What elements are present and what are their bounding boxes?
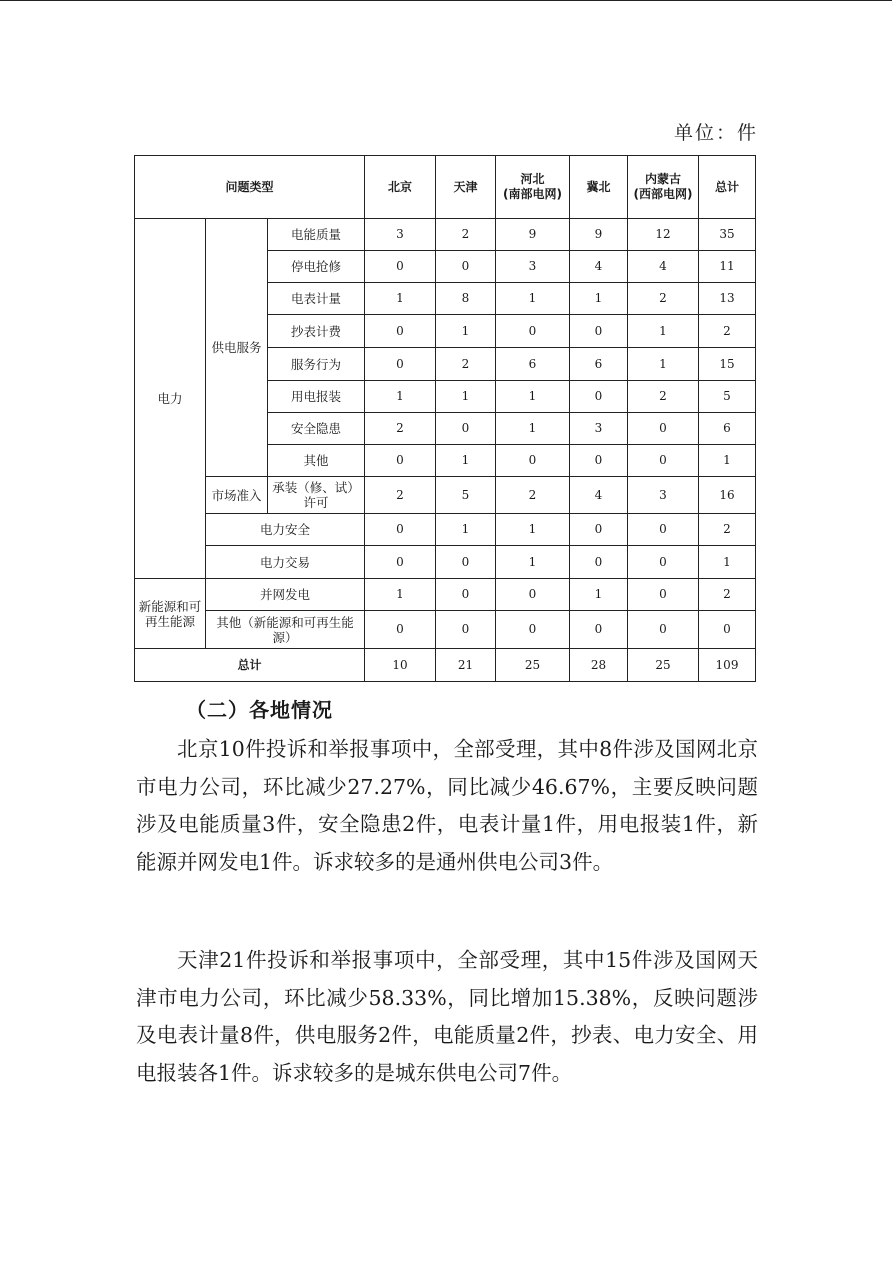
row-label: 电力交易 (206, 546, 365, 579)
cell-value: 1 (436, 445, 496, 477)
cell-value: 1 (436, 381, 496, 413)
row-label (206, 611, 365, 649)
cell-value: 2 (628, 381, 699, 413)
subcategory-supply-service: 供电服务 (206, 219, 268, 477)
cell-value: 0 (436, 579, 496, 611)
paragraph-beijing: 北京10件投诉和举报事项中，全部受理，其中8件涉及国网北京市电力公司，环比减少27.27%，同比减少46.67%，主要反映问题涉及电能质量3件，安全隐患2件，电表计量1件，用电报装1件，新能源并网发电1件。诉求较多的是通州供电公司3件。 (136, 737, 758, 874)
header-neimenggu-line1: 内蒙古 (644, 172, 681, 186)
row-label-line1: 其他（新能源和可再生能 (216, 614, 354, 630)
cell-value: 0 (365, 514, 436, 546)
cell-value: 0 (436, 611, 496, 649)
cell-value: 1 (496, 413, 570, 445)
cell-value: 1 (628, 315, 699, 348)
cell-value: 2 (699, 315, 756, 348)
header-neimenggu (628, 156, 699, 219)
table-header-row (135, 156, 756, 219)
total-value: 21 (436, 649, 496, 682)
cell-value: 1 (496, 546, 570, 579)
cell-value: 2 (436, 348, 496, 381)
subcategory-market-access: 市场准入 (206, 477, 268, 514)
cell-value: 8 (436, 283, 496, 315)
cell-value: 0 (365, 348, 436, 381)
cell-value: 0 (570, 315, 628, 348)
cell-value: 4 (570, 251, 628, 283)
cell-value: 2 (436, 219, 496, 251)
cell-value: 0 (570, 445, 628, 477)
row-label-line2: 源） (272, 629, 298, 645)
table-row (135, 477, 756, 514)
cell-value: 2 (365, 413, 436, 445)
cell-value: 0 (365, 251, 436, 283)
section-heading: （二）各地情况 (186, 698, 333, 722)
cell-value: 1 (496, 381, 570, 413)
category-renewable-line1: 新能源和可 (138, 598, 202, 614)
cell-value: 1 (436, 315, 496, 348)
cell-value: 2 (628, 283, 699, 315)
cell-value: 35 (699, 219, 756, 251)
cell-value: 0 (496, 445, 570, 477)
cell-value: 9 (496, 219, 570, 251)
row-label: 电能质量 (268, 219, 365, 251)
cell-value: 16 (699, 477, 756, 514)
cell-value: 0 (570, 611, 628, 649)
total-value: 25 (628, 649, 699, 682)
cell-value: 3 (628, 477, 699, 514)
cell-value: 1 (570, 283, 628, 315)
total-value: 10 (365, 649, 436, 682)
cell-value: 2 (699, 579, 756, 611)
total-value: 28 (570, 649, 628, 682)
cell-value: 0 (365, 611, 436, 649)
row-label: 并网发电 (206, 579, 365, 611)
cell-value: 2 (699, 514, 756, 546)
row-label: 停电抢修 (268, 251, 365, 283)
cell-value: 2 (365, 477, 436, 514)
cell-value: 0 (365, 445, 436, 477)
cell-value: 0 (496, 315, 570, 348)
row-label: 电表计量 (268, 283, 365, 315)
cell-value: 15 (699, 348, 756, 381)
cell-value: 11 (699, 251, 756, 283)
row-label: 电力安全 (206, 514, 365, 546)
cell-value: 13 (699, 283, 756, 315)
table-total-row (135, 649, 756, 682)
row-label (268, 477, 365, 514)
complaint-statistics-table (134, 155, 756, 682)
cell-value: 1 (365, 579, 436, 611)
cell-value: 0 (699, 611, 756, 649)
cell-value: 0 (628, 611, 699, 649)
cell-value: 1 (570, 579, 628, 611)
row-label: 用电报装 (268, 381, 365, 413)
cell-value: 4 (570, 477, 628, 514)
cell-value: 6 (570, 348, 628, 381)
table-row (135, 514, 756, 546)
cell-value: 0 (628, 514, 699, 546)
cell-value: 1 (628, 348, 699, 381)
row-label-line1: 承装（修、试） (272, 480, 360, 495)
cell-value: 0 (570, 514, 628, 546)
cell-value: 12 (628, 219, 699, 251)
row-label-line2: 许可 (303, 495, 329, 510)
cell-value: 1 (365, 381, 436, 413)
cell-value: 0 (628, 546, 699, 579)
category-power: 电力 (135, 219, 206, 579)
category-renewable-line2: 再生能源 (144, 613, 195, 629)
cell-value: 3 (570, 413, 628, 445)
cell-value: 0 (365, 315, 436, 348)
header-problem-type: 问题类型 (135, 156, 365, 219)
header-hebei (496, 156, 570, 219)
cell-value: 5 (699, 381, 756, 413)
cell-value: 5 (436, 477, 496, 514)
row-label: 安全隐患 (268, 413, 365, 445)
cell-value: 1 (699, 445, 756, 477)
cell-value: 1 (496, 283, 570, 315)
total-value: 25 (496, 649, 570, 682)
header-hebei-line2: (南部电网) (503, 187, 562, 201)
header-beijing: 北京 (365, 156, 436, 219)
table-row (135, 611, 756, 649)
total-value: 109 (699, 649, 756, 682)
cell-value: 6 (496, 348, 570, 381)
category-renewable-energy (135, 579, 206, 649)
table-row (135, 579, 756, 611)
header-neimenggu-line2: (西部电网) (633, 187, 693, 201)
cell-value: 0 (365, 546, 436, 579)
cell-value: 0 (436, 546, 496, 579)
cell-value: 0 (570, 546, 628, 579)
cell-value: 1 (699, 546, 756, 579)
cell-value: 0 (496, 579, 570, 611)
cell-value: 9 (570, 219, 628, 251)
cell-value: 4 (628, 251, 699, 283)
row-label: 其他 (268, 445, 365, 477)
cell-value: 0 (496, 611, 570, 649)
header-total: 总计 (699, 156, 756, 219)
header-tianjin: 天津 (436, 156, 496, 219)
cell-value: 1 (436, 514, 496, 546)
cell-value: 0 (570, 381, 628, 413)
cell-value: 3 (496, 251, 570, 283)
unit-label: 单位：件 (673, 122, 758, 144)
total-label: 总计 (135, 649, 365, 682)
cell-value: 0 (628, 445, 699, 477)
cell-value: 0 (628, 413, 699, 445)
paragraph-tianjin: 天津21件投诉和举报事项中，全部受理，其中15件涉及国网天津市电力公司，环比减少58.33%，同比增加15.38%，反映问题涉及电表计量8件，供电服务2件，电能质量2件，抄表、电力安全、用电报装各1件。诉求较多的是城东供电公司7件。 (136, 948, 758, 1085)
cell-value: 1 (496, 514, 570, 546)
table-row (135, 219, 756, 251)
cell-value: 2 (496, 477, 570, 514)
row-label: 抄表计费 (268, 315, 365, 348)
cell-value: 0 (628, 579, 699, 611)
cell-value: 0 (436, 413, 496, 445)
cell-value: 6 (699, 413, 756, 445)
header-jibei: 冀北 (570, 156, 628, 219)
page-top-border (0, 0, 892, 1)
cell-value: 1 (365, 283, 436, 315)
table-row (135, 546, 756, 579)
cell-value: 3 (365, 219, 436, 251)
cell-value: 0 (436, 251, 496, 283)
row-label: 服务行为 (268, 348, 365, 381)
header-hebei-line1: 河北 (520, 172, 545, 186)
